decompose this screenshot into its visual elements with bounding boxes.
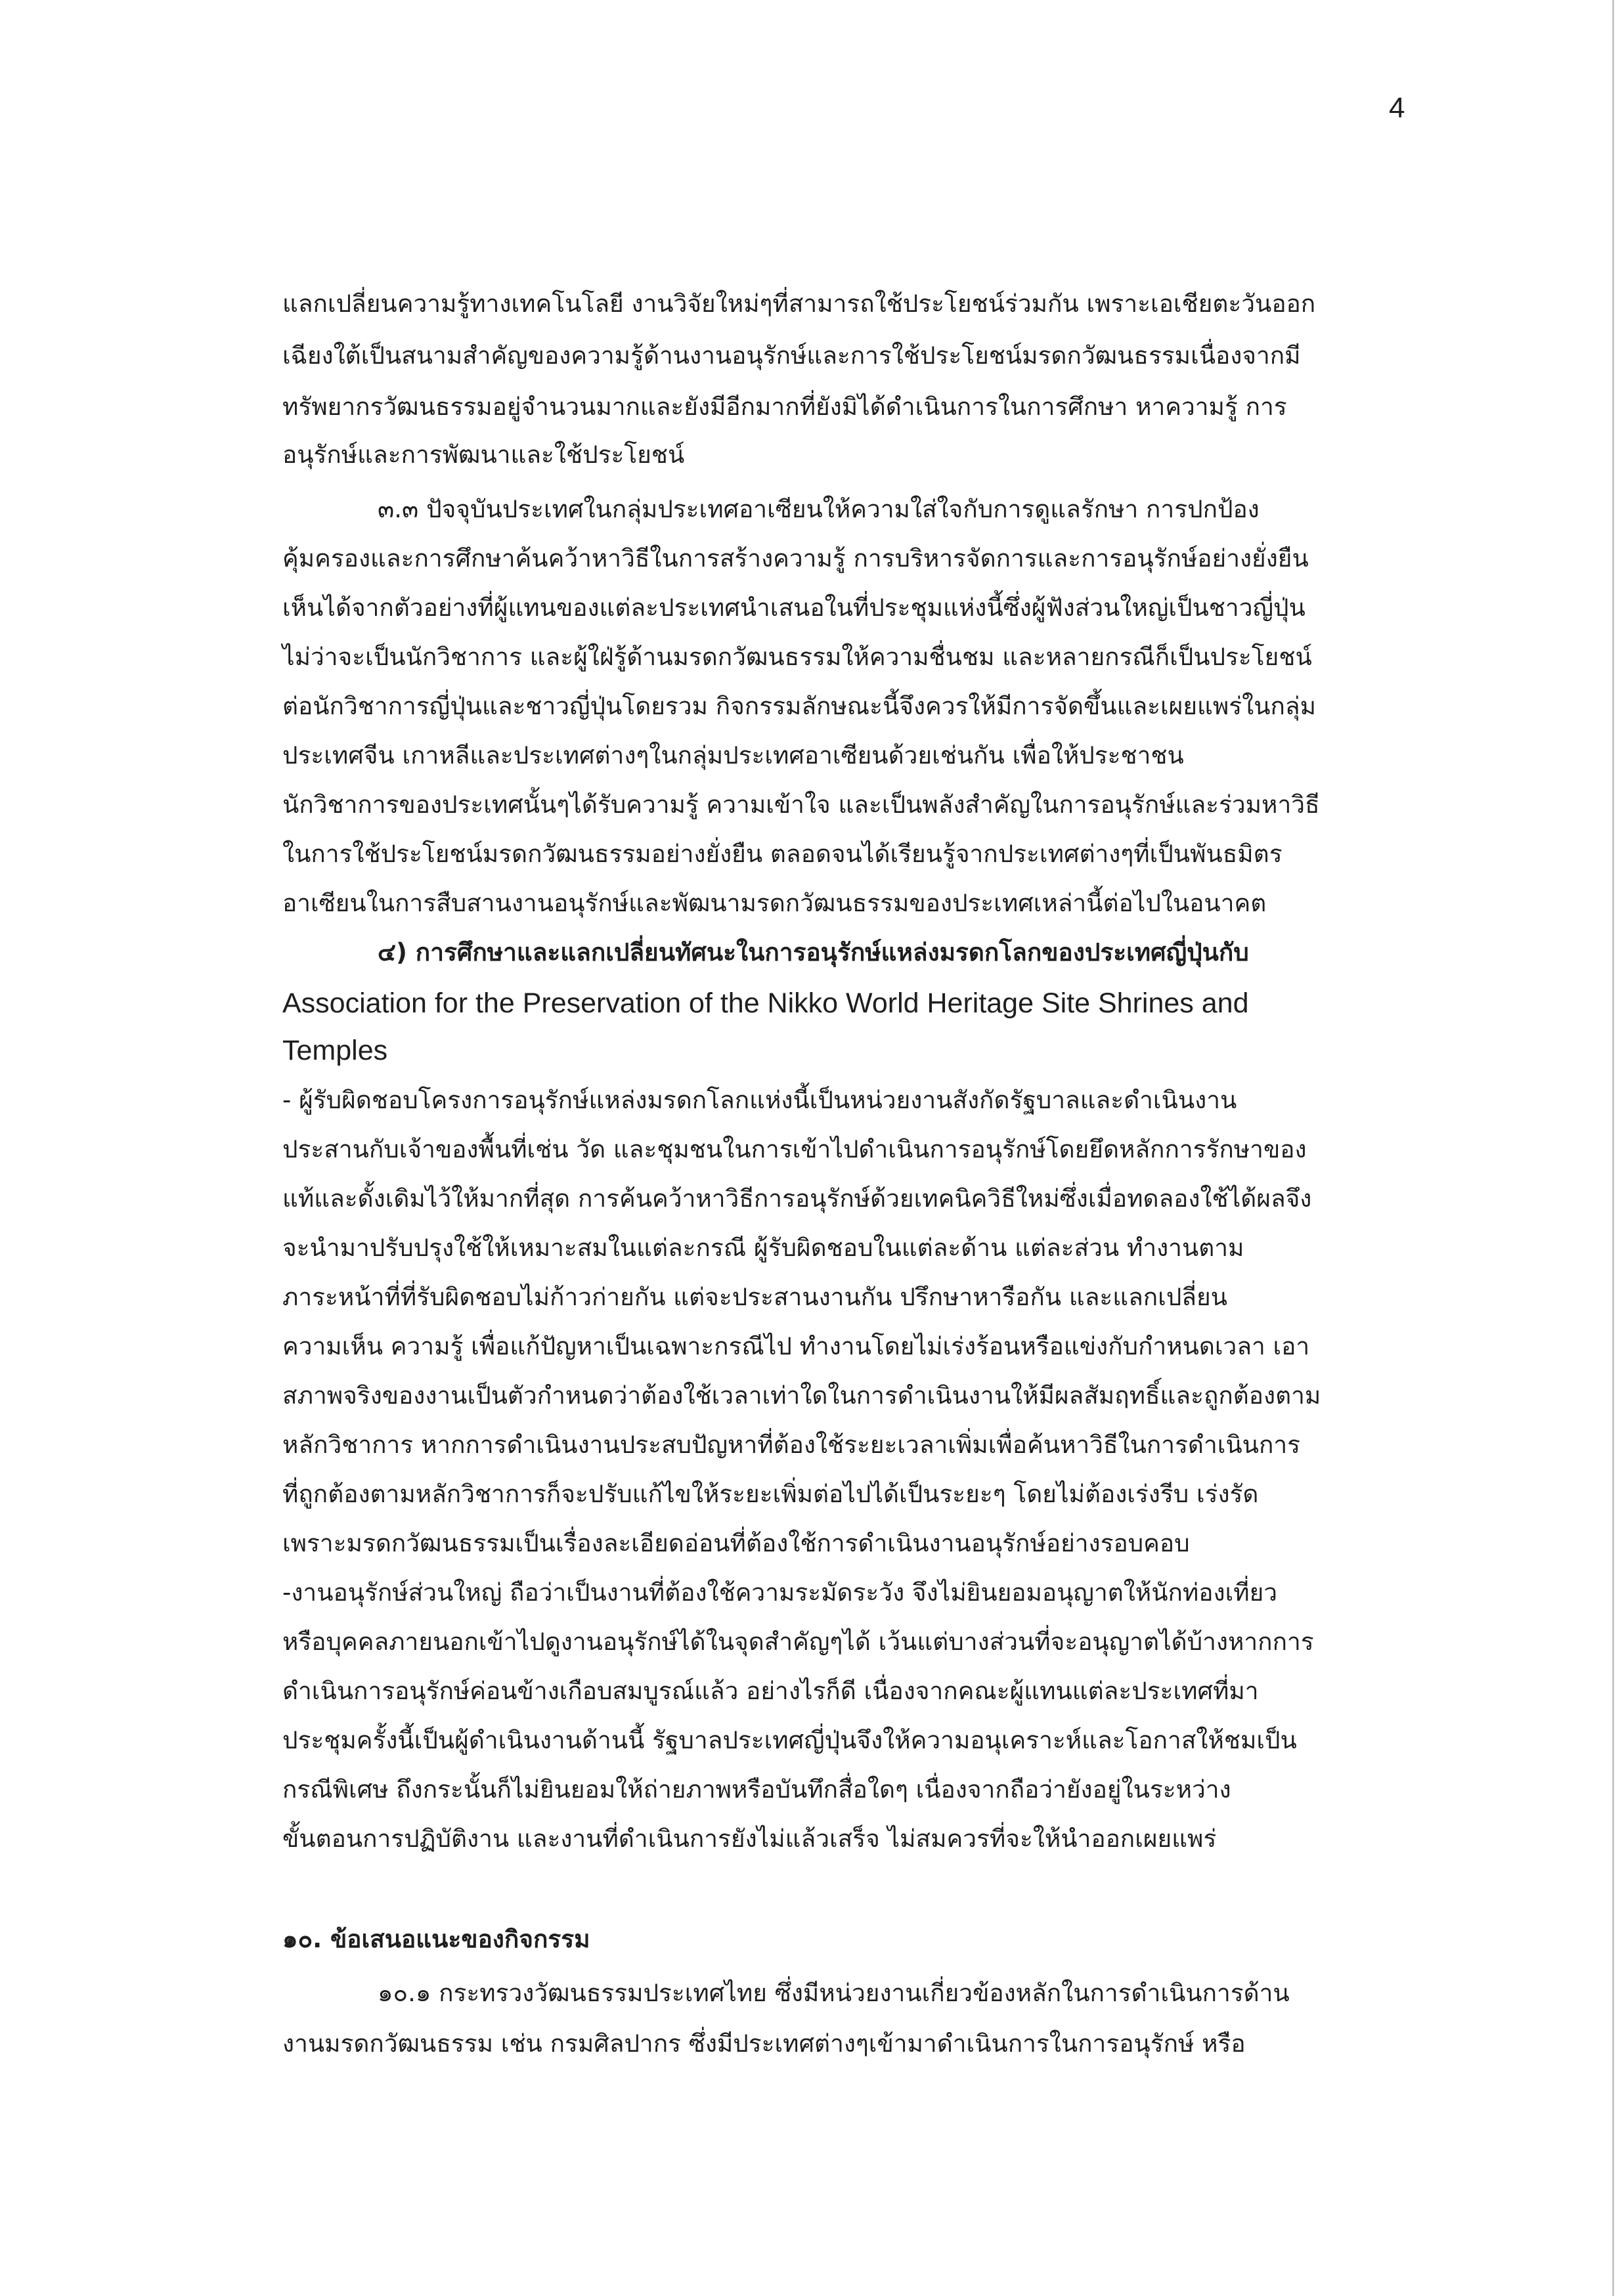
body-line: เฉียงใต้เป็นสนามสำคัญของความรู้ด้านงานอนุรักษ์และการใช้ประโยชน์มรดกวัฒนธรรมเนื่องจากมี	[282, 341, 1301, 370]
body-line: ประชุมครั้งนี้เป็นผู้ดำเนินงานด้านนี้ รัฐบาลประเทศญี่ปุ่นจึงให้ความอนุเคราะห์และโอกาสให้ชมเป็น	[282, 1726, 1297, 1754]
body-line: ต่อนักวิชาการญี่ปุ่นและชาวญี่ปุ่นโดยรวม กิจกรรมลักษณะนี้จึงควรให้มีการจัดขึ้นและเผยแพร่ในกลุ่ม	[282, 692, 1316, 720]
body-line: ภาระหน้าที่ที่รับผิดชอบไม่ก้าวก่ายกัน แต่จะประสานงานกัน ปรึกษาหารือกัน และแลกเปลี่ยน	[282, 1283, 1227, 1311]
body-line: หรือบุคคลภายนอกเข้าไปดูงานอนุรักษ์ได้ในจุดสำคัญๆได้ เว้นแต่บางส่วนที่จะอนุญาตได้บ้างหากการ	[282, 1628, 1314, 1656]
body-line: เพราะมรดกวัฒนธรรมเป็นเรื่องละเอียดอ่อนที่ต้องใช้การดำเนินงานอนุรักษ์อย่างรอบคอบ	[282, 1529, 1190, 1557]
section-10-heading: ๑๐. ข้อเสนอแนะของกิจกรรม	[282, 1925, 590, 1953]
body-line: หลักวิชาการ หากการดำเนินงานประสบปัญหาที่ต้องใช้ระยะเวลาเพิ่มเพื่อค้นหาวิธีในการดำเนินการ	[282, 1431, 1301, 1459]
body-line: ขั้นตอนการปฏิบัติงาน และงานที่ดำเนินการยังไม่แล้วเสร็จ ไม่สมควรที่จะให้นำออกเผยแพร่	[282, 1825, 1217, 1853]
body-line: คุ้มครองและการศึกษาค้นคว้าหาวิธีในการสร้างความรู้ การบริหารจัดการและการอนุรักษ์อย่างยั่งยืน	[282, 544, 1309, 573]
item-4-heading-english: Temples	[282, 1035, 388, 1066]
bullet-line: - ผู้รับผิดชอบโครงการอนุรักษ์แหล่งมรดกโลกแห่งนี้เป็นหน่วยงานสังกัดรัฐบาลและดำเนินงาน	[282, 1086, 1237, 1114]
body-line: สภาพจริงของงานเป็นตัวกำหนดว่าต้องใช้เวลาเท่าใดในการดำเนินงานให้มีผลสัมฤทธิ์และถูกต้องตาม	[282, 1381, 1321, 1410]
body-line: ประเทศจีน เกาหลีและประเทศต่างๆในกลุ่มประเทศอาเซียนด้วยเช่นกัน เพื่อให้ประชาชน	[282, 741, 1184, 769]
body-line: แท้และดั้งเดิมไว้ให้มากที่สุด การค้นคว้าหาวิธีการอนุรักษ์ด้วยเทคนิควิธีใหม่ซึ่งเมื่อทดลองใช้ได้ผลจึง	[282, 1184, 1312, 1213]
body-line: ในการใช้ประโยชน์มรดกวัฒนธรรมอย่างยั่งยืน ตลอดจนได้เรียนรู้จากประเทศต่างๆที่เป็นพันธมิตร	[282, 840, 1283, 868]
body-line: เห็นได้จากตัวอย่างที่ผู้แทนของแต่ละประเทศนำเสนอในที่ประชุมแห่งนี้ซึ่งผู้ฟังส่วนใหญ่เป็นชาวญี่ปุ่น	[282, 594, 1306, 622]
body-line: ประสานกับเจ้าของพื้นที่เช่น วัด และชุมชนในการเข้าไปดำเนินการอนุรักษ์โดยยึดหลักการรักษาของ	[282, 1135, 1307, 1163]
item-4-heading-english: Association for the Preservation of the Nikko World Heritage Site Shrines and	[282, 987, 1249, 1019]
page-edge-shadow	[1612, 0, 1614, 2296]
body-line: ความเห็น ความรู้ เพื่อแก้ปัญหาเป็นเฉพาะกรณีไป ทำงานโดยไม่เร่งร้อนหรือแข่งกับกำหนดเวลา เอา	[282, 1332, 1310, 1360]
body-line: ทรัพยากรวัฒนธรรมอยู่จำนวนมากและยังมีอีกมากที่ยังมิได้ดำเนินการในการศึกษา หาความรู้ การ	[282, 393, 1287, 421]
body-line: ดำเนินการอนุรักษ์ค่อนข้างเกือบสมบูรณ์แล้ว อย่างไรก็ดี เนื่องจากคณะผู้แทนแต่ละประเทศที่มา	[282, 1677, 1259, 1705]
section-10-1-line: ๑๐.๑ กระทรวงวัฒนธรรมประเทศไทย ซึ่งมีหน่วยงานเกี่ยวข้องหลักในการดำเนินการด้าน	[378, 1979, 1290, 2007]
body-line: ที่ถูกต้องตามหลักวิชาการก็จะปรับแก้ไขให้ระยะเพิ่มต่อไปได้เป็นระยะๆ โดยไม่ต้องเร่งรีบ เร่งรัด	[282, 1480, 1259, 1508]
body-line: อาเซียนในการสืบสานงานอนุรักษ์และพัฒนามรดกวัฒนธรรมของประเทศเหล่านี้ต่อไปในอนาคต	[282, 889, 1267, 917]
body-line: แลกเปลี่ยนความรู้ทางเทคโนโลยี งานวิจัยใหม่ๆที่สามารถใช้ประโยชน์ร่วมกัน เพราะเอเชียตะวันออก	[282, 290, 1316, 318]
bullet-line: -งานอนุรักษ์ส่วนใหญ่ ถือว่าเป็นงานที่ต้องใช้ความระมัดระวัง จึงไม่ยินยอมอนุญาตให้นักท่องเที่ยว	[282, 1578, 1278, 1607]
body-line: กรณีพิเศษ ถึงกระนั้นก็ไม่ยินยอมให้ถ่ายภาพหรือบันทึกสื่อใดๆ เนื่องจากถือว่ายังอยู่ในระหว่าง	[282, 1775, 1231, 1804]
page-number: 4	[1389, 92, 1405, 124]
item-4-heading: ๔) การศึกษาและแลกเปลี่ยนทัศนะในการอนุรักษ์แหล่งมรดกโลกของประเทศญี่ปุ่นกับ	[378, 938, 1249, 966]
body-line: อนุรักษ์และการพัฒนาและใช้ประโยชน์	[282, 441, 685, 469]
section-3-3-line: ๓.๓ ปัจจุบันประเทศในกลุ่มประเทศอาเซียนให้ความใส่ใจกับการดูแลรักษา การปกป้อง	[378, 495, 1260, 523]
body-line: ไม่ว่าจะเป็นนักวิชาการ และผู้ใฝ่รู้ด้านมรดกวัฒนธรรมให้ความชื่นชม และหลายกรณีก็เป็นประโยชน์	[282, 643, 1312, 671]
body-line: งานมรดกวัฒนธรรม เช่น กรมศิลปากร ซึ่งมีประเทศต่างๆเข้ามาดำเนินการในการอนุรักษ์ หรือ	[282, 2029, 1246, 2058]
body-line: จะนำมาปรับปรุงใช้ให้เหมาะสมในแต่ละกรณี ผู้รับผิดชอบในแต่ละด้าน แต่ละส่วน ทำงานตาม	[282, 1234, 1244, 1262]
body-line: นักวิชาการของประเทศนั้นๆได้รับความรู้ ความเข้าใจ และเป็นพลังสำคัญในการอนุรักษ์และร่วมหาวิธี	[282, 791, 1320, 819]
